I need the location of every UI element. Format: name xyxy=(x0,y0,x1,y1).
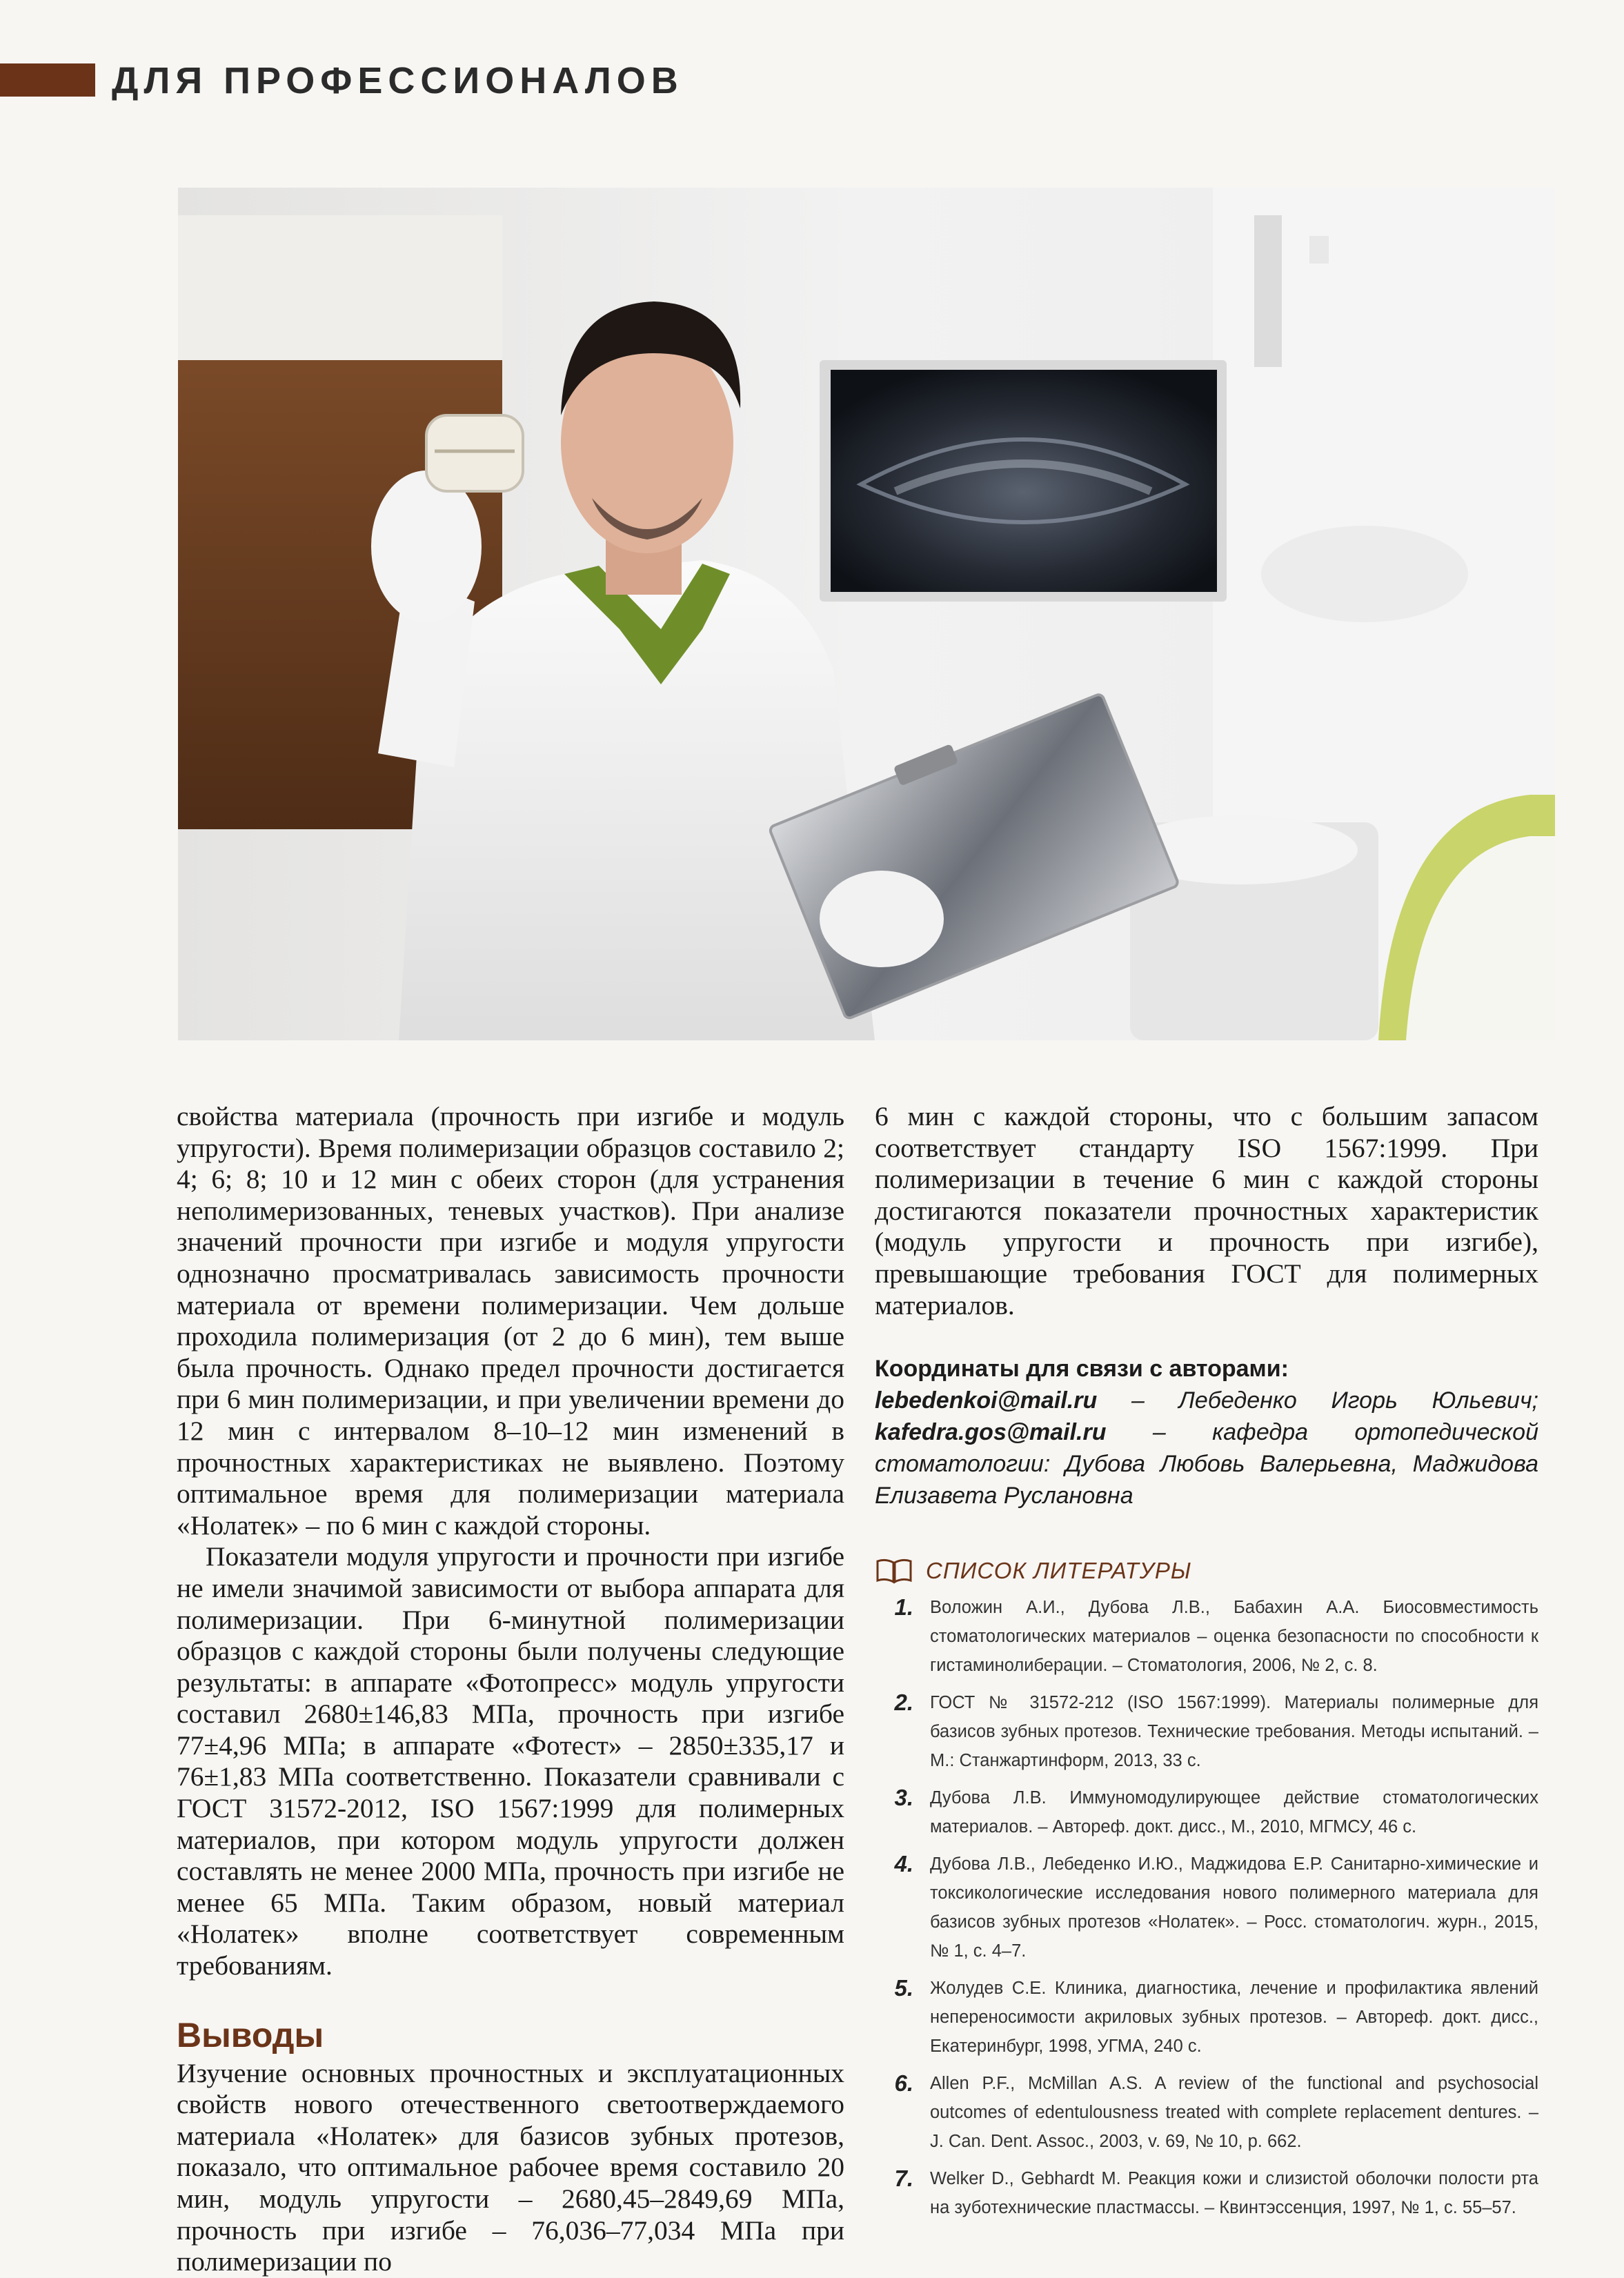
right-text-column xyxy=(875,1101,1538,2230)
reference-text: Дубова Л.В., Лебеденко И.Ю., Маджидова Е.Р. Санитарно-химические и токсикологические исследования нового полимерного материала для базисов зубных протезов «Нолатек». – Росс. стоматологич. журн., 2015, № 1, с. 4–7. xyxy=(930,1854,1538,1961)
contact-email[interactable]: lebedenkoi@mail.ru xyxy=(875,1387,1098,1414)
reference-text: Allen P.F., McMillan A.S. A review of the functional and psychosocial outcomes of edentulousness treated with complete replacement dentures. – J. Can. Dent. Assoc., 2003, v. 69, № 10, p. 662. xyxy=(930,2074,1538,2152)
contact-text: – кафедра ортопедической стоматологии: Дубова Любовь Валерьевна, Маджидова Елизавета Руслановна xyxy=(875,1419,1538,1509)
section-title: ДЛЯ ПРОФЕССИОНАЛОВ xyxy=(112,60,684,101)
reference-item xyxy=(875,1850,1538,1965)
contact-email[interactable]: kafedra.gos@mail.ru xyxy=(875,1419,1107,1446)
reference-item xyxy=(875,1688,1538,1775)
reference-number: 2. xyxy=(894,1690,913,1716)
reference-number: 6. xyxy=(894,2070,913,2097)
contacts-title: Координаты для связи с авторами: xyxy=(875,1356,1289,1383)
body-paragraph: Показатели модуля упругости и прочности при изгибе не имели значимой зависимости от выбора аппарата для полимеризации. При 6-минутной полимеризации образцов с каждой стороны были получены следующие результаты: в аппарате «Фотопресс» модуль упругости составил 2680±146,83 МПа, прочность при изгибе 77±4,96 МПа; в аппарате «Фотест» – 2850±335,17 и 76±1,83 МПа соответственно. Показатели сравнивали с ГОСТ 31572-2012, ISO 1567:1999 для полимерных материалов, при котором модуль упругости должен составлять не менее 2000 МПа, прочность при изгибе не менее 65 МПа. Таким образом, новый материал «Нолатек» вполне соответствует современным требованиям. xyxy=(177,1541,844,1981)
body-paragraph: Изучение основных прочностных и эксплуатационных свойств нового отечественного светоотверждаемого материала «Нолатек» для базисов зубных протезов, показало, что оптимальное рабочее время составило 20 мин, модуль упругости – 2680,45–2849,69 МПа, прочность при изгибе – 76,036–77,034 МПа при полимеризации по xyxy=(177,2057,844,2277)
dentist-photo-illustration xyxy=(178,188,1555,1040)
reference-item xyxy=(875,1783,1538,1841)
reference-text: Жолудев С.Е. Клиника, диагностика, лечение и профилактика явлений непереносимости акриловых зубных протезов. – Автореф. докт. дисс., Екатеринбург, 1998, УГМА, 240 с. xyxy=(930,1979,1538,2057)
reference-item xyxy=(875,1593,1538,1680)
section-accent-bar xyxy=(0,63,95,97)
references-section xyxy=(875,1557,1538,2222)
body-paragraph: свойства материала (прочность при изгибе и модуль упругости). Время полимеризации образцов составило 2; 4; 6; 8; 10 и 12 мин с обеих сторон (для устранения неполимеризованных, теневых участков). При анализе значений прочности при изгибе и модуля упругости однозначно просматривалась зависимость прочности материала от времени полимеризации. Чем дольше проходила полимеризация (от 2 до 6 мин), тем выше была прочность. Однако предел прочности достигается при 6 мин полимеризации, и при увеличении времени до 12 мин с интервалом 8–10–12 мин изменений в прочностных характеристиках не выявлено. Поэтому оптимальное время для полимеризации материала «Нолатек» – по 6 мин с каждой стороны. xyxy=(177,1101,844,1541)
reference-text: Дубова Л.В. Иммуномодулирующее действие стоматологических материалов. – Автореф. докт. дисс., М., 2010, МГМСУ, 46 с. xyxy=(930,1788,1538,1837)
reference-list xyxy=(875,1593,1538,2222)
author-contacts xyxy=(875,1353,1538,1512)
reference-text: Welker D., Gebhardt M. Реакция кожи и слизистой оболочки полости рта на зуботехнические пластмассы. – Квинтэссенция, 1997, № 1, с. 55–57. xyxy=(930,2169,1538,2218)
left-text-column xyxy=(177,1101,844,2278)
book-icon xyxy=(875,1557,913,1585)
reference-item xyxy=(875,1974,1538,2061)
references-title: СПИСОК ЛИТЕРАТУРЫ xyxy=(926,1558,1192,1584)
contacts-body xyxy=(875,1385,1538,1512)
reference-item xyxy=(875,2164,1538,2222)
reference-number: 3. xyxy=(894,1785,913,1811)
references-header xyxy=(875,1557,1538,1585)
reference-text: ГОСТ № 31572-212 (ISO 1567:1999). Материалы полимерные для базисов зубных протезов. Технические требования. Методы испытаний. – М.: Станжартинформ, 2013, 33 с. xyxy=(930,1693,1538,1771)
reference-text: Воложин А.И., Дубова Л.В., Бабахин А.А. Биосовместимость стоматологических материалов – оценка безопасности по способности к гистаминолиберации. – Стоматология, 2006, № 2, с. 8. xyxy=(930,1598,1538,1676)
article-photo xyxy=(178,188,1555,1040)
contact-text: – Лебеденко Игорь Юльевич; xyxy=(1097,1387,1538,1414)
reference-number: 1. xyxy=(894,1594,913,1621)
conclusions-heading: Выводы xyxy=(177,2015,324,2054)
reference-item xyxy=(875,2069,1538,2156)
reference-number: 4. xyxy=(894,1851,913,1877)
reference-number: 5. xyxy=(894,1975,913,2001)
body-paragraph: 6 мин с каждой стороны, что с большим запасом соответствует стандарту ISO 1567:1999. При полимеризации в течение 6 мин с каждой стороны достигаются показатели прочностных характеристик (модуль упругости и прочность при изгибе), превышающие требования ГОСТ для полимерных материалов. xyxy=(875,1101,1538,1320)
reference-number: 7. xyxy=(894,2166,913,2192)
